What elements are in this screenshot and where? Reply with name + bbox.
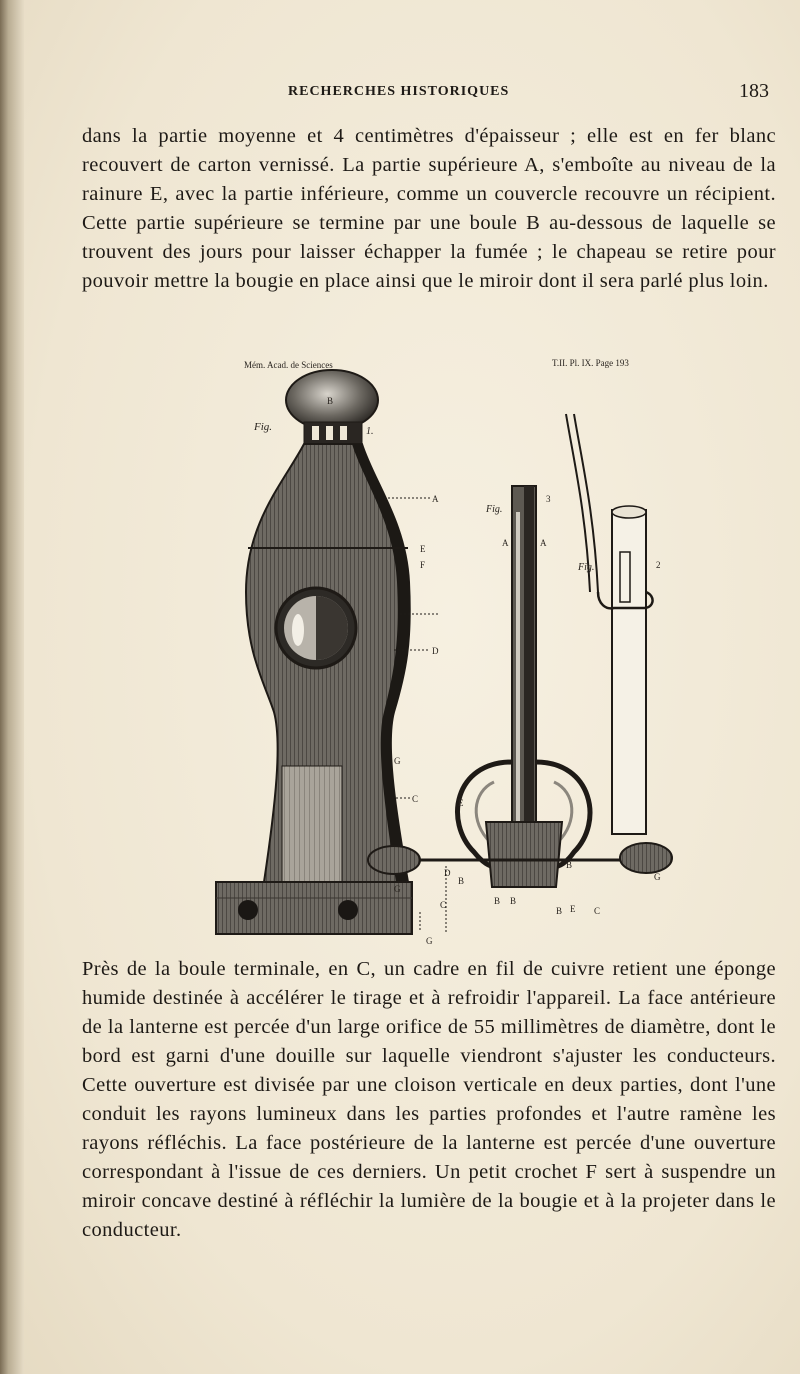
orifice-highlight [292, 614, 304, 646]
book-page [24, 0, 800, 1374]
label-a-left: A [502, 538, 509, 548]
label-g-lower: G [394, 884, 401, 894]
label-c-lower-right: C [594, 906, 601, 916]
label-b-lower-3: B [556, 906, 563, 916]
base-knob [338, 900, 358, 920]
fig3-number: 3 [546, 494, 551, 504]
engraving-plate [194, 352, 690, 952]
label-b-right: B [566, 860, 573, 870]
page-header [24, 80, 800, 104]
running-head: RECHERCHES HISTORIQUES [288, 84, 510, 99]
conductor-highlight [516, 512, 520, 832]
conductor-shadow [524, 486, 534, 866]
vent-opening [326, 426, 333, 440]
fig2-number: 2 [656, 560, 661, 570]
label-c-lower-left: C [440, 900, 447, 910]
plate-caption-right: T.II. Pl. IX. Page 193 [552, 358, 629, 368]
label-d-fig3: D [444, 868, 451, 878]
rod-end-left [368, 846, 420, 874]
candle-top [612, 506, 646, 518]
lower-compartment [282, 766, 342, 882]
label-a: A [432, 494, 439, 504]
lantern-engraving [194, 352, 690, 952]
vent-opening [340, 426, 347, 440]
paragraph-bottom: Près de la boule terminale, en C, un cadre en fil de cuivre retient une éponge humide destinée à accélérer le tirage et à refroidir l'appareil. La face antérieure de la lanterne est percée d'un large orifice de 55 millimètres de diamètre, dont le bord est garni d'une douille sur laquelle viendront s'ajuster les conducteurs. Cette ouverture est divisée par une cloison verticale en deux parties, dont l'une conduit les rayons lumineux dans les parties profondes et l'autre ramène les rayons réfléchis. La face postérieure de la lanterne est percée d'une ouverture correspondant à l'issue de ces derniers. Un petit crochet F sert à suspendre un miroir concave destiné à réfléchir la lumière de la bougie et à la projeter dans le conducteur. [82, 958, 776, 1241]
base-knob [238, 900, 258, 920]
label-e: E [420, 544, 426, 554]
label-a-right: A [540, 538, 547, 548]
label-g-bottom: G [426, 936, 433, 946]
label-b-ball: B [327, 396, 334, 406]
label-g-fig3: G [654, 872, 661, 882]
label-f: F [420, 560, 426, 570]
label-b-lower-1: B [494, 896, 501, 906]
book-binding-shadow [0, 0, 24, 1374]
fig3-label: Fig. [486, 504, 503, 515]
page-number: 183 [739, 80, 769, 102]
fig2-label: Fig. [578, 562, 595, 573]
label-e-lower: E [570, 904, 576, 914]
plate-caption-left: Mém. Acad. de Sciences [244, 360, 333, 370]
fig1-number: 1. [366, 426, 374, 437]
label-d: D [432, 646, 439, 656]
vent-opening [312, 426, 319, 440]
label-b-left: B [458, 876, 465, 886]
rod-end-right [620, 843, 672, 873]
label-b-lower-2: B [510, 896, 517, 906]
paragraph-top: dans la partie moyenne et 4 centimètres d'épaisseur ; elle est en fer blanc recouvert de carton vernissé. La partie supérieure A, s'emboîte au niveau de la rainure E, avec la partie inférieure, comme un couvercle recouvre un récipient. Cette partie supérieure se termine par une boule B au-dessous de laquelle se trouvent des jours pour laisser échapper la fumée ; le chapeau se retire pour pouvoir mettre la bougie en place ainsi que le miroir dont il sera parlé plus loin. [82, 125, 776, 292]
fig1-label: Fig. [254, 421, 273, 433]
label-g: G [394, 756, 401, 766]
conductor-base-block [486, 822, 562, 887]
label-c: C [412, 794, 419, 804]
label-e-fig3: E [458, 798, 464, 808]
figure-2-candle-mirror [566, 414, 661, 834]
candle [612, 510, 646, 834]
